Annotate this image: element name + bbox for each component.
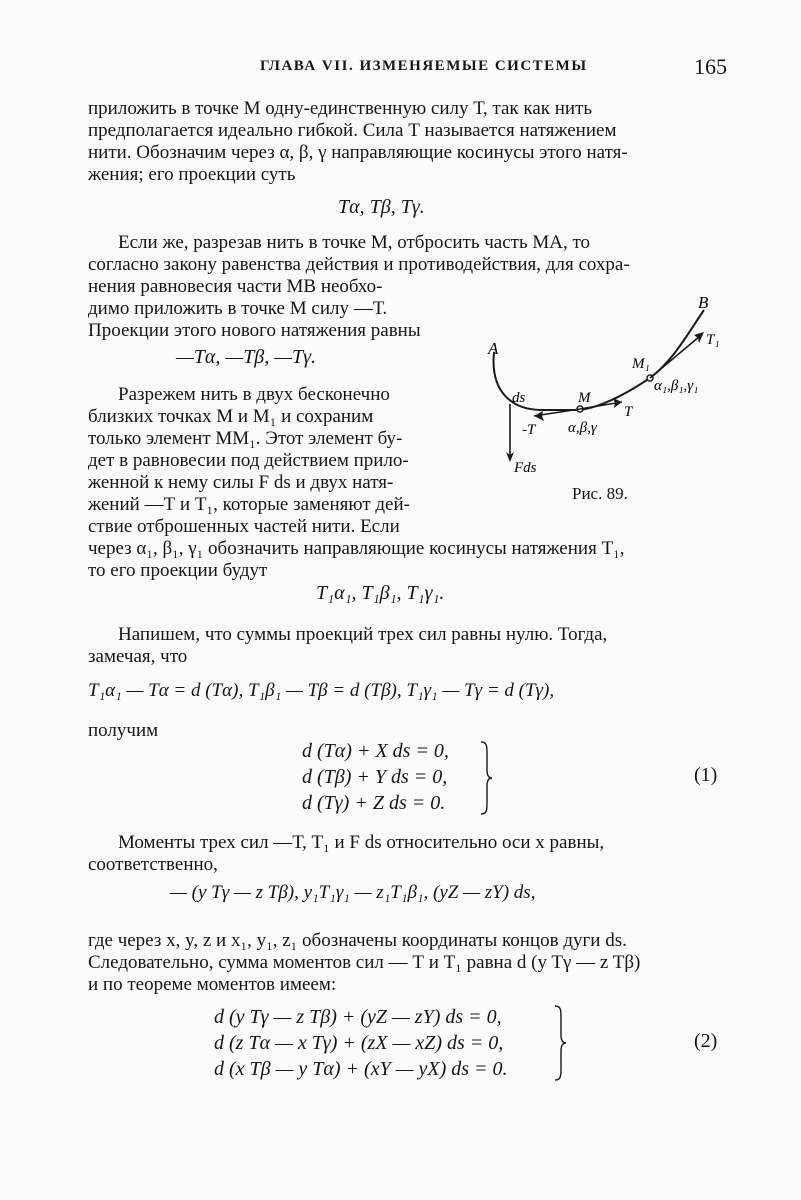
para6-line3: и по теореме моментов имеем:	[88, 974, 337, 995]
eq1-row2: d (Tβ) + Y ds = 0,	[302, 766, 448, 788]
equation-number-1: (1)	[694, 764, 718, 786]
para3-line1: Разрежем нить в двух бесконечно	[118, 384, 390, 405]
para3-line3: только элемент ММ₁. Этот элемент бу-	[88, 428, 403, 449]
para3-line4: дет в равновесии под действием прило-	[88, 450, 409, 471]
para2-narrow-line2: димо приложить в точке М силу —Т.	[88, 298, 388, 319]
label-alpha1-beta1-gamma1: α₁,β₁,γ₁	[654, 378, 699, 394]
para3-line5: женной к нему силы F ds и двух натя-	[88, 472, 394, 493]
label-ds: ds	[512, 390, 526, 406]
para6-line1: где через x, y, z и x₁, y₁, z₁ обозначены координаты концов дуги ds.	[88, 930, 627, 951]
label-get: получим	[88, 720, 159, 741]
formula-t1-projections: T₁α₁, T₁β₁, T₁γ₁.	[316, 582, 445, 604]
figure-caption: Рис. 89.	[572, 484, 628, 503]
para6-line2: Следовательно, сумма моментов сил — Т и Т₁ равна d (y Tγ — z Tβ)	[88, 952, 641, 973]
formula-differentials: T₁α₁ — Tα = d (Tα), T₁β₁ — Tβ = d (Tβ), T₁γ₁ — Tγ = d (Tγ),	[88, 680, 555, 701]
label-fds: Fds	[514, 460, 537, 476]
para1-line3: нити. Обозначим через α, β, γ направляющие косинусы этого натя-	[88, 142, 628, 163]
eq1-row3: d (Tγ) + Z ds = 0.	[302, 792, 446, 814]
equation-system-1	[302, 738, 449, 816]
para2-narrow-line1: нения равновесия части МВ необхо-	[88, 276, 383, 297]
para1-line2: предполагается идеально гибкой. Сила Т называется натяжением	[88, 120, 617, 141]
formula-projections: Tα, Tβ, Tγ.	[338, 196, 425, 218]
brace-system-1	[478, 740, 494, 816]
label-a: A	[488, 339, 499, 358]
brace-system-2	[552, 1004, 568, 1082]
label-t: T	[624, 404, 633, 420]
para3-full-line1: через α₁, β₁, γ₁ обозначить направляющие косинусы натяжения Т₁,	[88, 538, 625, 559]
arrow-minus-t-head	[534, 411, 544, 421]
eq2-row2: d (z Tα — x Tγ) + (zX — xZ) ds = 0,	[214, 1032, 504, 1054]
label-b: B	[698, 293, 709, 312]
label-minus-t: -T	[522, 422, 536, 438]
para1-line4: жения; его проекции суть	[88, 164, 296, 185]
equation-number-2: (2)	[694, 1030, 718, 1052]
para2-line1: Если же, разрезав нить в точке М, отбросить часть МА, то	[118, 232, 591, 253]
eq2-row1: d (y Tγ — z Tβ) + (yZ — zY) ds = 0,	[214, 1006, 502, 1028]
para5-line1: Моменты трех сил —Т, Т₁ и F ds относительно оси x равны,	[118, 832, 605, 853]
para2-line2: согласно закону равенства действия и противодействия, для сохра-	[88, 254, 630, 275]
label-alpha-beta-gamma: α,β,γ	[568, 420, 597, 436]
para3-line2: близких точках М и М₁ и сохраним	[88, 406, 374, 427]
para1-line1: приложить в точке М одну-единственную силу Т, так как нить	[88, 98, 593, 119]
para3-full-line2: то его проекции будут	[88, 560, 268, 581]
eq2-row3: d (x Tβ — y Tα) + (xY — yX) ds = 0.	[214, 1058, 508, 1080]
eq1-row1: d (Tα) + X ds = 0,	[302, 740, 449, 762]
label-t1: T₁	[706, 332, 720, 348]
equation-system-2	[214, 1004, 508, 1082]
para5-line2: соответственно,	[88, 854, 218, 875]
para3-line6: жений —Т и Т₁, которые заменяют дей-	[88, 494, 410, 515]
page-number: 165	[694, 54, 727, 79]
para4-line1: Напишем, что суммы проекций трех сил равны нулю. Тогда,	[118, 624, 608, 645]
arrow-t1	[650, 336, 700, 378]
para3-line7: ствие отброшенных частей нити. Если	[88, 516, 400, 537]
para4-line2: замечая, что	[88, 646, 188, 667]
para2-narrow-line3: Проекции этого нового натяжения равны	[88, 320, 421, 341]
figure-89-thread-diagram	[482, 292, 742, 502]
running-title: ГЛАВА VII. ИЗМЕНЯЕМЫЕ СИСТЕМЫ	[260, 58, 588, 74]
formula-moments: — (y Tγ — z Tβ), y₁T₁γ₁ — z₁T₁β₁, (yZ — zY) ds,	[170, 882, 536, 903]
label-m1: M₁	[632, 356, 650, 372]
label-m: M	[578, 390, 591, 406]
formula-negative-projections: —Tα, —Tβ, —Tγ.	[176, 346, 317, 368]
arrow-t1-head	[694, 332, 704, 343]
